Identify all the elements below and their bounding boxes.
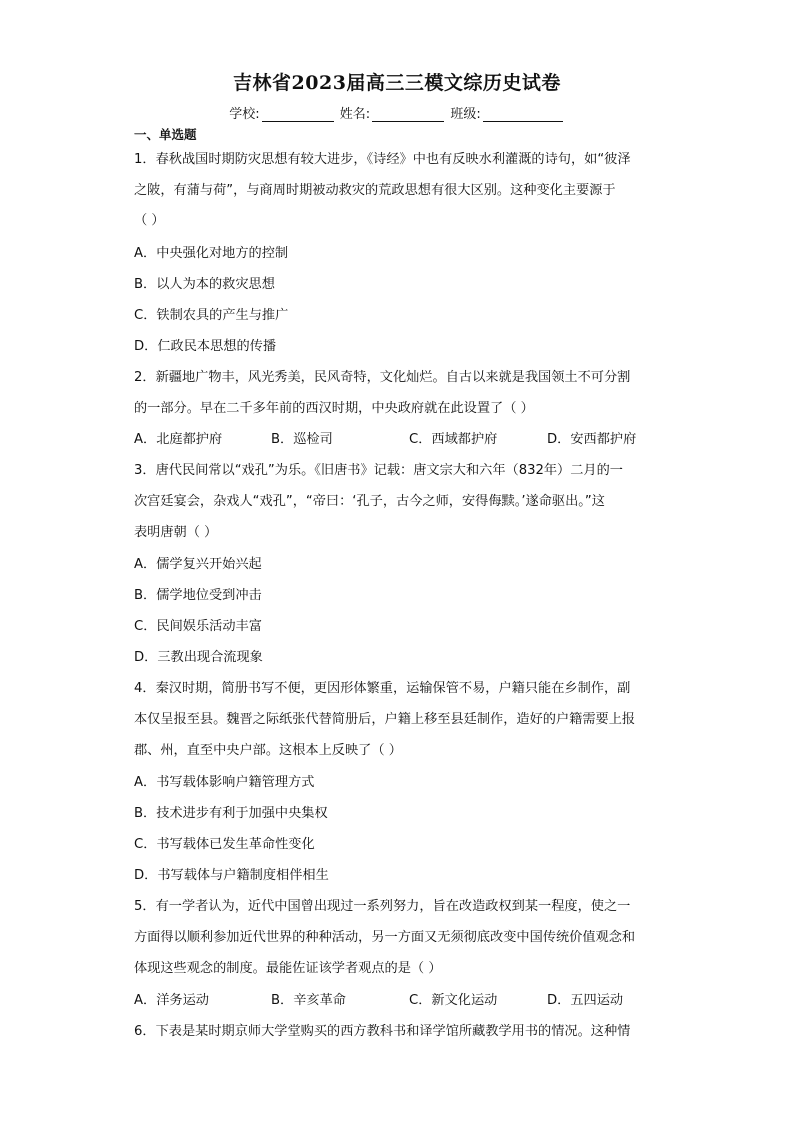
question-1-line: 之陂，有蒲与荷”，与商周时期被动救灾的荒政思想有很大区别。这种变化主要源于	[134, 183, 616, 198]
question-5-option-c[interactable]: C．新文化运动	[409, 993, 498, 1008]
question-3-line: 次宫廷宴会，杂戏人“戏孔”，“帝曰：‘孔子，古今之师，安得侮黩。’遂命驱出。”这	[134, 494, 605, 509]
question-4-line: 郡、州，直至中央户部。这根本上反映了（ ）	[134, 743, 402, 758]
question-5-option-b[interactable]: B．辛亥革命	[271, 993, 346, 1008]
school-label: 学校:	[229, 107, 260, 122]
name-blank[interactable]	[372, 108, 444, 122]
question-5-line: 体现这些观念的制度。最能佐证该学者观点的是（ ）	[134, 961, 442, 976]
question-6-line: 6．下表是某时期京师大学堂购买的西方教科书和译学馆所藏教学用书的情况。这种情	[134, 1024, 631, 1039]
question-2-line: 2．新疆地广物丰，风光秀美，民风奇特，文化灿烂。自古以来就是我国领土不可分割	[134, 370, 631, 385]
question-4-option-c[interactable]: C．书写载体已发生革命性变化	[134, 837, 315, 852]
name-label: 姓名:	[339, 107, 371, 122]
class-label: 班级:	[450, 107, 481, 122]
page-title: 吉林省2023届高三三模文综历史试卷	[233, 72, 561, 94]
section-title: 一、单选题	[134, 127, 197, 142]
question-1-option-c[interactable]: C．铁制农具的产生与推广	[134, 308, 289, 323]
school-blank[interactable]	[262, 108, 334, 122]
question-4-line: 4．秦汉时期，简册书写不便，更因形体繁重，运输保管不易，户籍只能在乡制作，副	[134, 681, 631, 696]
question-4-option-b[interactable]: B．技术进步有利于加强中央集权	[134, 806, 328, 821]
question-1-option-a[interactable]: A．中央强化对地方的控制	[134, 246, 289, 261]
question-4-line: 本仅呈报至县。魏晋之际纸张代替简册后，户籍上移至县廷制作，造好的户籍需要上报	[134, 712, 636, 727]
question-5-line: 方面得以顺利参加近代世界的种种活动，另一方面又无须彻底改变中国传统价值观念和	[134, 930, 636, 945]
question-5-option-a[interactable]: A．洋务运动	[134, 993, 209, 1008]
question-4-option-a[interactable]: A．书写载体影响户籍管理方式	[134, 775, 315, 790]
question-1-line: 1．春秋战国时期防灾思想有较大进步，《诗经》中也有反映水利灌溉的诗句，如“彼泽	[134, 152, 631, 167]
question-3-line: 3．唐代民间常以“戏孔”为乐。《旧唐书》记载：唐文宗大和六年（832年）二月的一	[134, 463, 623, 478]
question-3-option-d[interactable]: D．三教出现合流现象	[134, 650, 263, 665]
question-1-option-b[interactable]: B．以人为本的救灾思想	[134, 277, 275, 292]
class-blank[interactable]	[483, 108, 563, 122]
question-1-line: （ ）	[134, 213, 165, 228]
question-3-option-c[interactable]: C．民间娱乐活动丰富	[134, 619, 262, 634]
question-5-line: 5．有一学者认为，近代中国曾出现过一系列努力，旨在改造政权到某一程度，使之一	[134, 899, 631, 914]
question-5-options	[134, 992, 664, 1010]
question-4-option-d[interactable]: D．书写载体与户籍制度相伴相生	[134, 868, 329, 883]
question-2-option-b[interactable]: B．巡检司	[271, 432, 333, 447]
question-3-option-b[interactable]: B．儒学地位受到冲击	[134, 588, 262, 603]
student-info-line	[0, 103, 794, 122]
question-3-line: 表明唐朝（ ）	[134, 525, 218, 540]
question-2-option-a[interactable]: A．北庭都护府	[134, 432, 223, 447]
question-5-option-d[interactable]: D．五四运动	[547, 993, 624, 1008]
question-2-option-d[interactable]: D．安西都护府	[547, 432, 637, 447]
question-1-option-d[interactable]: D．仁政民本思想的传播	[134, 339, 277, 354]
question-2-options	[134, 431, 664, 449]
question-2-option-c[interactable]: C．西域都护府	[409, 432, 498, 447]
question-2-line: 的一部分。早在二千多年前的西汉时期，中央政府就在此设置了（ ）	[134, 401, 534, 416]
question-3-option-a[interactable]: A．儒学复兴开始兴起	[134, 557, 262, 572]
